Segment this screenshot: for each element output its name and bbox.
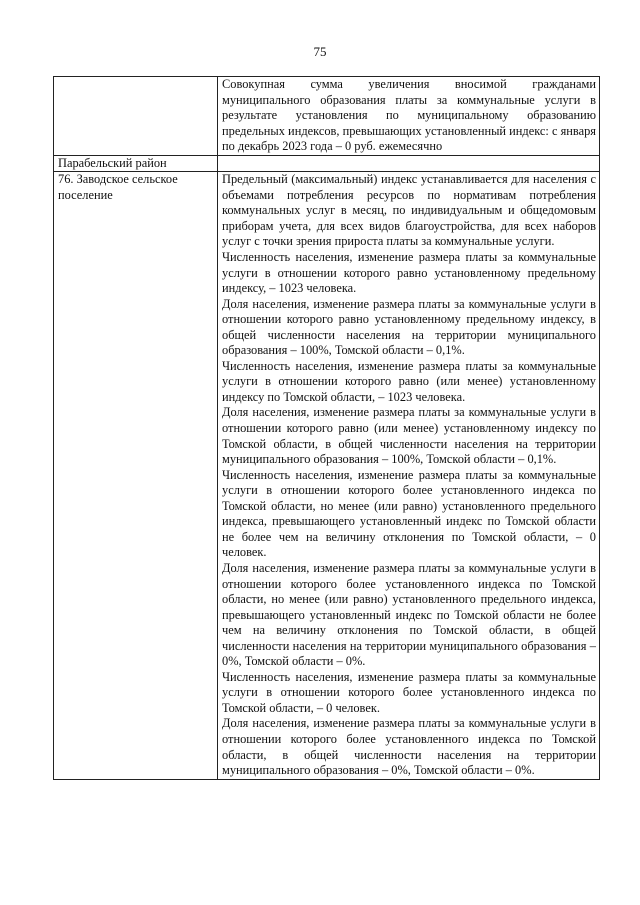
table-cell-right	[218, 155, 600, 172]
tariff-table	[53, 76, 600, 780]
paragraph: Совокупная сумма увеличения вносимой гражданами муниципального образования платы за коммунальные услуги в результате установления по муниципальному образованию предельных индексов, превышающих установленный индекс: с января по декабрь 2023 года – 0 руб. ежемесячно	[222, 77, 596, 154]
paragraph: Численность населения, изменение размера платы за коммунальные услуги в отношении которого равно (или менее) установленному индексу по Томской области, – 1023 человека.	[222, 358, 596, 404]
table-row-summary	[54, 77, 600, 156]
table-cell-left	[54, 77, 218, 156]
table-cell-right	[218, 172, 600, 779]
paragraph: Предельный (максимальный) индекс устанавливается для населения с объемами потребления ресурсов по нормативам потребления коммунальных услуг в месяц, по индивидуальным и общедомовым приборам учета, для всех видов благоустройства, для всех наборов услуг с точки зрения прироста платы за коммунальные услуги.	[222, 172, 596, 249]
region-name: Парабельский район	[54, 155, 218, 172]
paragraph: Доля населения, изменение размера платы за коммунальные услуги в отношении которого более установленного индекса по Томской области, в общей численности населения на территории муниципального образования – 0%, Томской области – 0%.	[222, 716, 596, 778]
paragraph: Численность населения, изменение размера платы за коммунальные услуги в отношении которого равно установленному предельному индексу, – 1023 человека.	[222, 250, 596, 296]
paragraph: Доля населения, изменение размера платы за коммунальные услуги в отношении которого равно (или менее) установленному индексу по Томской области, в общей численности населения на территории муниципального образования – 100%, Томской области – 0,1%.	[222, 405, 596, 467]
page-number: 75	[313, 44, 327, 59]
table-row-settlement	[54, 172, 600, 779]
table-cell-right	[218, 77, 600, 156]
paragraph: Доля населения, изменение размера платы за коммунальные услуги в отношении которого более установленного индекса по Томской области, но менее (или равно) установленного предельного индекса, превышающего установленный индекс по Томской области не более чем на величину отклонения по Томской области, в общей численности населения на территории муниципального образования – 0%, Томской области – 0%.	[222, 560, 596, 669]
settlement-name: 76. Заводское сельское поселение	[54, 172, 218, 779]
paragraph: Численность населения, изменение размера платы за коммунальные услуги в отношении которого более установленного индекса по Томской области, но менее (или равно) установленного предельного индекса, превышающего установленный индекс по Томской области не более чем на величину отклонения по Томской области, – 0 человек.	[222, 467, 596, 560]
paragraph: Доля населения, изменение размера платы за коммунальные услуги в отношении которого равно установленному предельному индексу, в общей численности населения на территории муниципального образования – 100%, Томской области – 0,1%.	[222, 296, 596, 358]
paragraph: Численность населения, изменение размера платы за коммунальные услуги в отношении которого более установленного индекса по Томской области, – 0 человек.	[222, 669, 596, 715]
table-row-region	[54, 155, 600, 172]
